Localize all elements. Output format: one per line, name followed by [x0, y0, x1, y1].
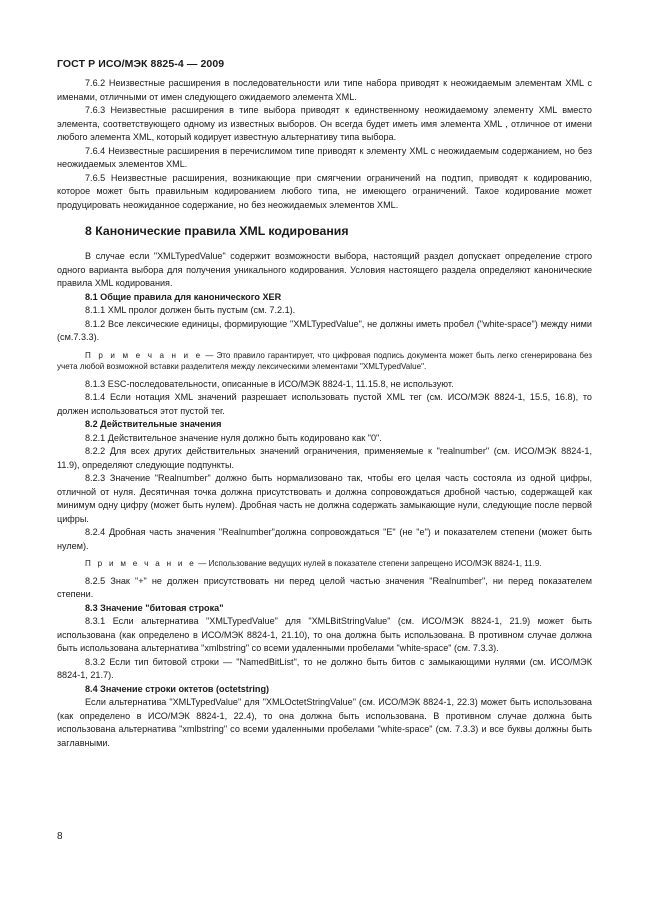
paragraph-8-1-2: 8.1.2 Все лексические единицы, формирующие "XMLTypedValue", не должны иметь пробел ("white-space") между ними (см.7.3.3).: [57, 318, 592, 342]
paragraph-8-3-2: 8.3.2 Если тип битовой строки — "NamedBitList", то не должно быть битов с замыкающими нулями (см. ИСО/МЭК 8824-1, 21.7).: [57, 656, 592, 680]
paragraph-7-6-2: 7.6.2 Неизвестные расширения в последовательности или типе набора приводят к неожидаемым элементам XML с именами, отличными от имен следующего ожидаемого элемента XML.: [57, 78, 592, 102]
paragraph-8-2-3: 8.2.3 Значение "Realnumber" должно быть нормализовано так, чтобы его целая часть состояла из одной цифры, отличной от нуля. Десятичная точка должна присутствовать и должна сопровождаться дробной частью, содержащей как минимум одну цифру (может быть нулем). Дробная часть не должна содержать замыкающие нули, следующие после первой цифры.: [57, 473, 592, 524]
document-body: [57, 77, 592, 750]
paragraph-8-4: Если альтернатива "XMLTypedValue" для "XMLOctetStringValue" (см. ИСО/МЭК 8824-1, 22.3) может быть использована (как определено в ИСО/МЭК 8824-1, 22.4), то она должна быть использована. В противном случае должна быть использована альтернатива "xmlbstring" со всеми удаленными пробелами "white-space" (см. 7.3.3) и все буквы должны быть заглавными.: [57, 697, 592, 748]
paragraph-8-2-1: 8.2.1 Действительное значение нуля должно быть кодировано как "0".: [85, 432, 382, 443]
paragraph-8-3-1: 8.3.1 Если альтернатива "XMLTypedValue" для "XMLBitStringValue" (см. ИСО/МЭК 8824-1, 21.9) может быть использована (как определено в ИСО/МЭК 8824-1, 21.10), то она должна быть использована. В противном случае должна быть использована альтернатива "xmlbstring" со всеми удаленными пробелами "white-space" (см. 7.3.3).: [57, 616, 592, 653]
subsection-8-3-title: 8.3 Значение "битовая строка": [85, 602, 224, 613]
note-1: [57, 350, 592, 373]
note-2: [57, 558, 592, 570]
document-header: ГОСТ Р ИСО/МЭК 8825-4 — 2009: [57, 58, 225, 70]
paragraph-8-2-5: 8.2.5 Знак "+" не должен присутствовать ни перед целой частью значения "Realnumber", ни перед показателем степени.: [57, 575, 592, 599]
subsection-8-1-title: 8.1 Общие правила для канонического XER: [85, 291, 282, 302]
subsection-8-4-title: 8.4 Значение строки октетов (octetstring): [85, 683, 270, 694]
note-2-label: П р и м е ч а н и е: [85, 559, 197, 568]
paragraph-7-6-4: 7.6.4 Неизвестные расширения в перечислимом типе приводят к элементу XML с неожидаемым содержанием, но без неожидаемых элементов XML.: [57, 145, 592, 169]
note-1-text: — Это правило гарантирует, что цифровая подпись документа может быть легко сгенерирована без учета любой возможной вставки разделителя между лексическими элементами "XMLTypedValue".: [57, 350, 592, 371]
paragraph-8-2-4: 8.2.4 Дробная часть значения "Realnumber"должна сопровождаться "E" (не "e") и показателем степени (может быть нулем).: [57, 527, 592, 551]
paragraph-8-2-2: 8.2.2 Для всех других действительных значений ограничения, применяемые к "realnumber" (см. ИСО/МЭК 8824-1, 11.9), определяют следующие подпункты.: [57, 446, 592, 470]
note-1-label: П р и м е ч а н и е: [85, 350, 203, 360]
subsection-8-2-title: 8.2 Действительные значения: [85, 419, 222, 429]
paragraph-8-1-1: 8.1.1 XML пролог должен быть пустым (см. 7.2.1).: [85, 305, 296, 315]
paragraph-7-6-5: 7.6.5 Неизвестные расширения, возникающие при смягчении ограничений на подтип, приводят к кодированию, которое может быть правильным кодированием любого типа, не имеющего ограничений. Такое кодирование может продуцировать неожиданное содержание, но без неожидаемых элементов XML.: [57, 172, 592, 210]
paragraph-7-6-3: 7.6.3 Неизвестные расширения в типе выбора приводят к единственному неожидаемому элементу XML вместо элемента, соответствующего одному из известных выборов. Он всегда будет иметь имя элемента XML , отличное от имени любого элемента XML, который кодирует известную альтернативу типа выбора.: [57, 105, 592, 142]
section-8-intro: В случае если "XMLTypedValue" содержит возможности выбора, настоящий раздел допускает определение строго одного варианта выбора для получения уникального кодирования. Условия настоящего раздела определяют канонические правила XML кодирования.: [57, 251, 592, 288]
note-2-text: — Использование ведущих нулей в показателе степени запрещено ИСО/МЭК 8824-1, 11.9.: [196, 559, 542, 568]
page-number: 8: [57, 831, 63, 842]
paragraph-8-1-3: 8.1.3 ESC-последовательности, описанные в ИСО/МЭК 8824-1, 11.15.8, не используют.: [85, 378, 454, 389]
paragraph-8-1-4: 8.1.4 Если нотация XML значений разрешает использовать пустой XML тег (см. ИСО/МЭК 8824-1, 15.5, 16.8), то должен использоваться этот пустой тег.: [57, 392, 592, 416]
section-8-title: 8 Канонические правила XML кодирования: [85, 224, 349, 238]
